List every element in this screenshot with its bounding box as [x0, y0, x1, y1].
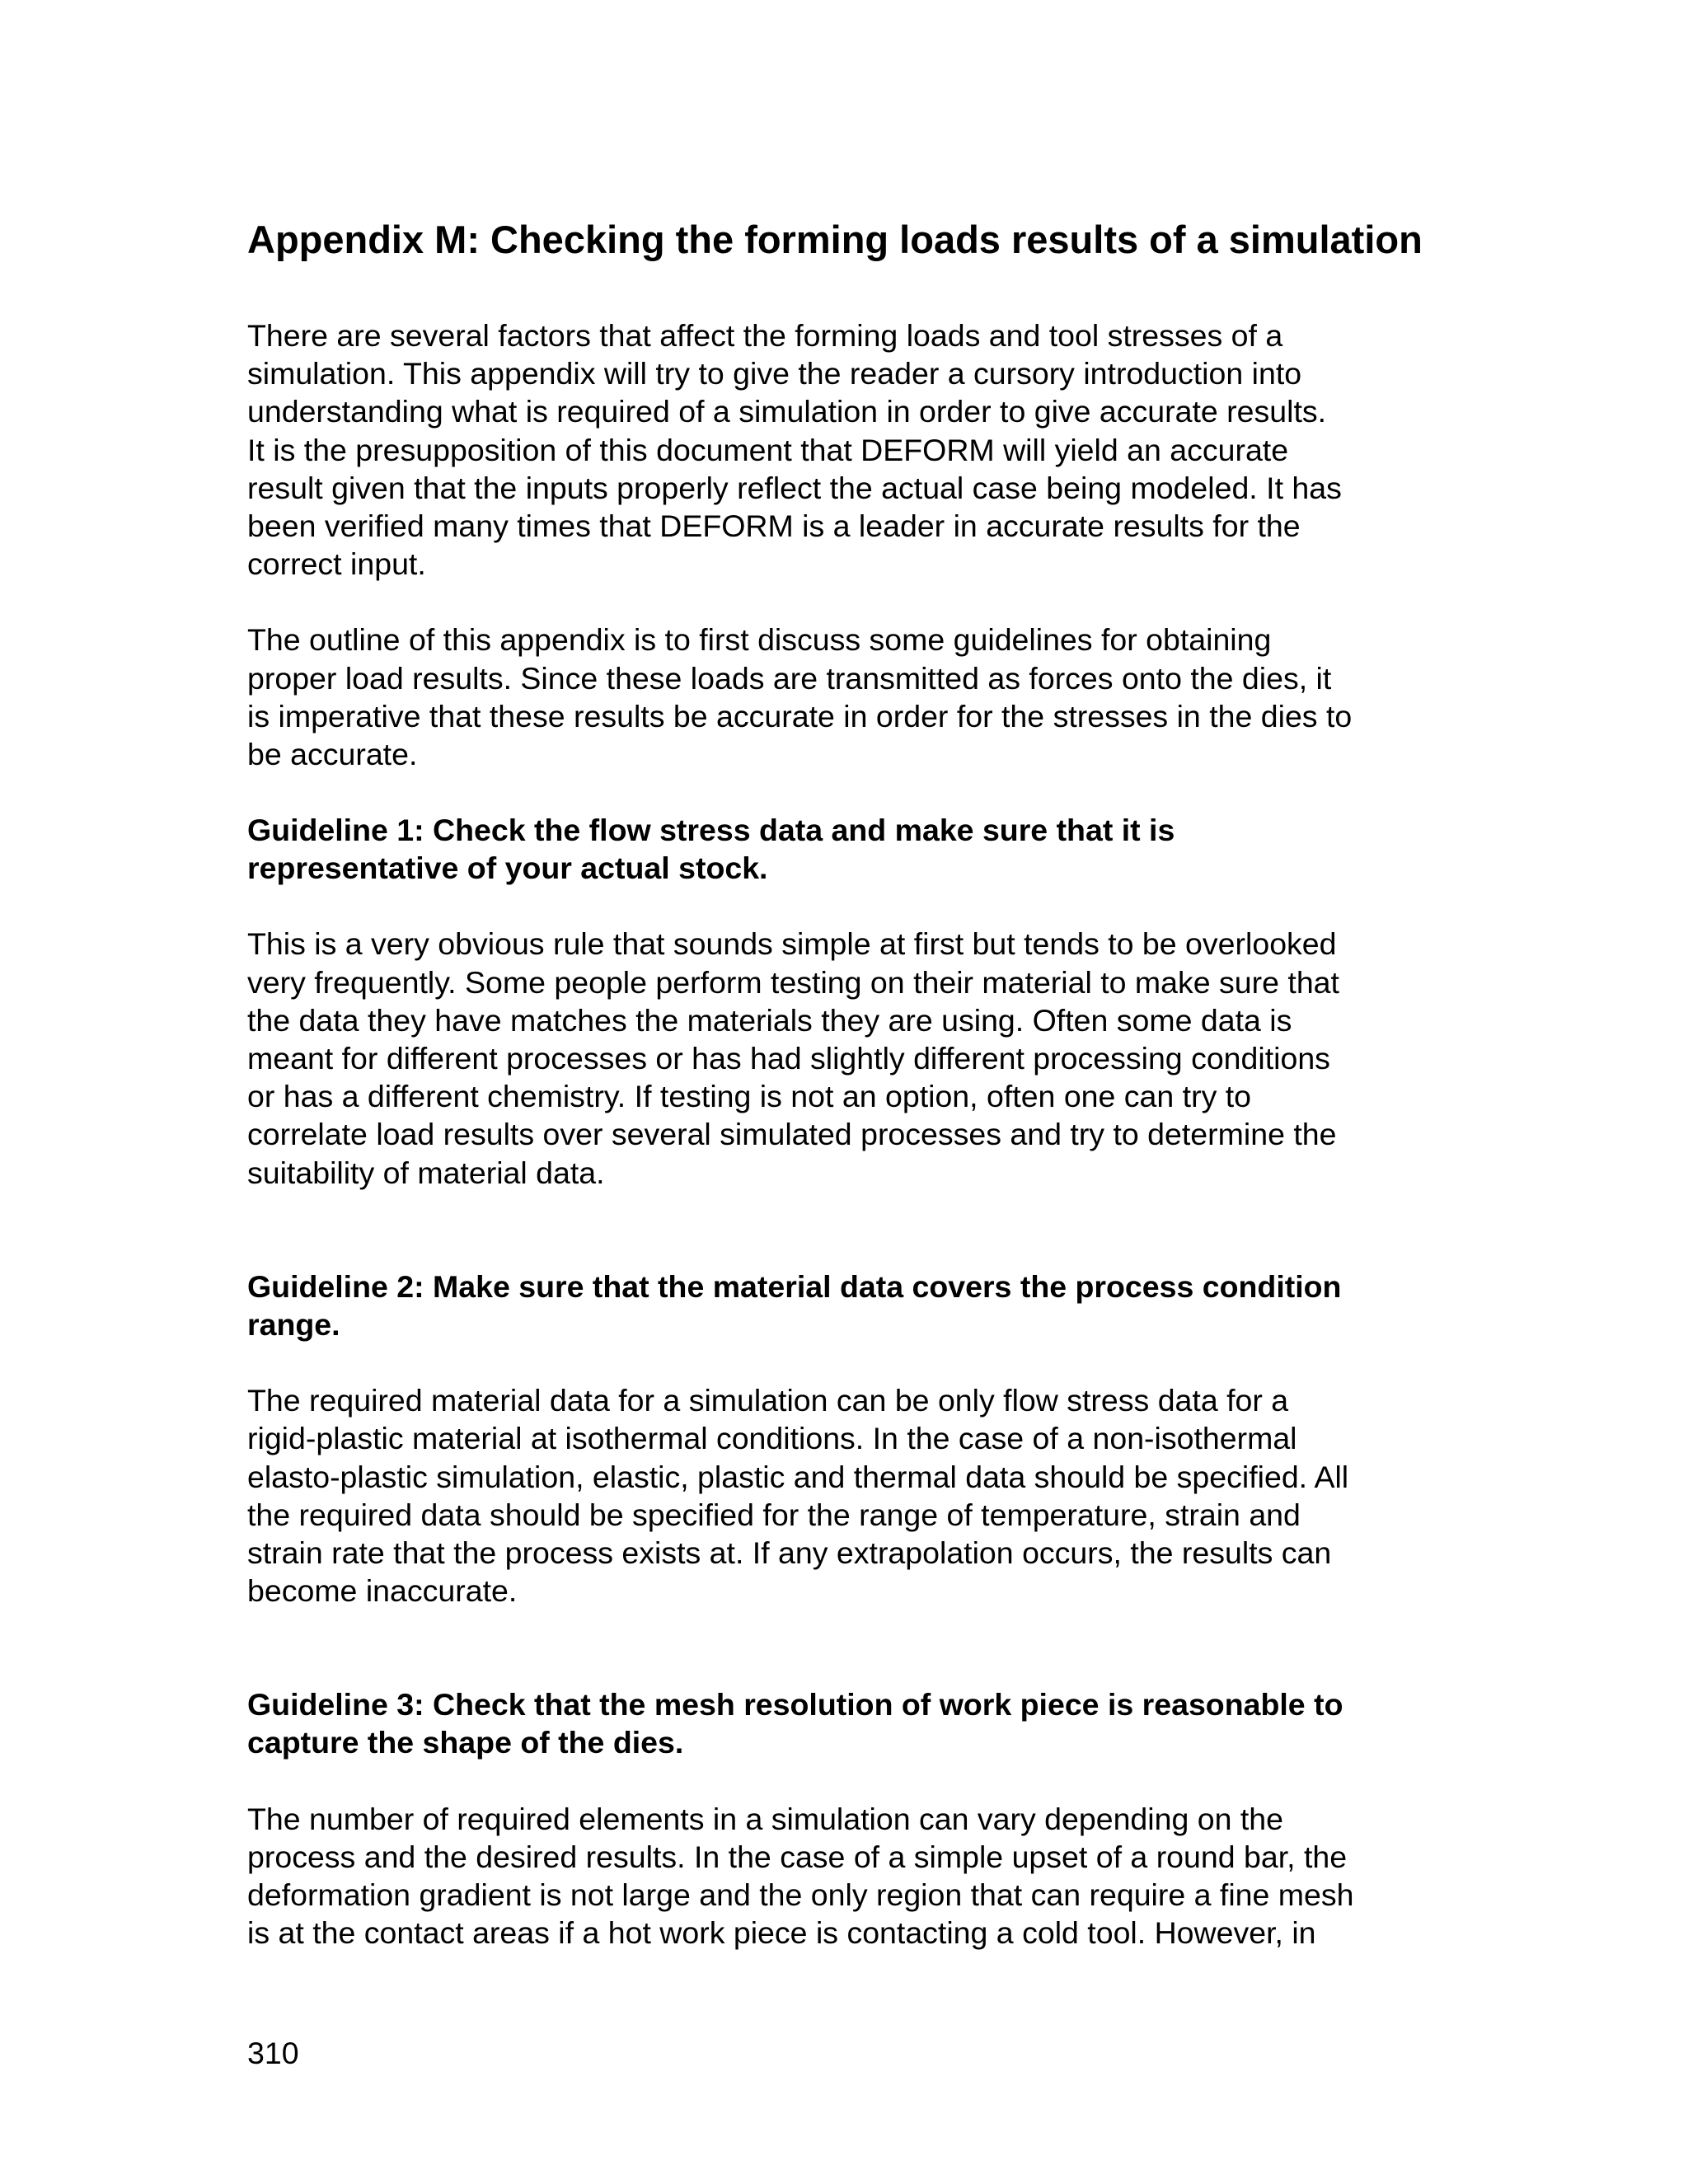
- text-line: The number of required elements in a simulation can vary depending on the: [247, 1801, 1284, 1836]
- heading-line: Guideline 3: Check that the mesh resolution of work piece is reasonable to: [247, 1687, 1343, 1722]
- text-line: correct input.: [247, 546, 426, 582]
- text-line: is imperative that these results be accurate in order for the stresses in the dies to: [247, 698, 1353, 733]
- text-line: There are several factors that affect the forming loads and tool stresses of a: [247, 318, 1283, 353]
- guideline-2-heading: [247, 1268, 1459, 1343]
- text-line: proper load results. Since these loads are transmitted as forces onto the dies, it: [247, 660, 1332, 696]
- text-line: process and the desired results. In the case of a simple upset of a round bar, the: [247, 1839, 1348, 1874]
- guideline-1-body: [247, 925, 1459, 1191]
- text-line: or has a different chemistry. If testing is not an option, often one can try to: [247, 1079, 1252, 1114]
- guideline-3-body: [247, 1800, 1459, 1952]
- heading-line: range.: [247, 1306, 340, 1342]
- text-line: simulation. This appendix will try to give the reader a cursory introduction into: [247, 356, 1302, 391]
- page-content: [247, 216, 1459, 1952]
- text-line: is at the contact areas if a hot work piece is contacting a cold tool. However, in: [247, 1915, 1316, 1951]
- heading-line: capture the shape of the dies.: [247, 1725, 684, 1760]
- text-line: be accurate.: [247, 736, 418, 771]
- text-line: suitability of material data.: [247, 1155, 605, 1190]
- text-line: become inaccurate.: [247, 1573, 518, 1609]
- text-line: correlate load results over several simulated processes and try to determine the: [247, 1117, 1337, 1152]
- text-line: deformation gradient is not large and the only region that can require a fine mesh: [247, 1877, 1354, 1912]
- text-line: This is a very obvious rule that sounds simple at first but tends to be overlooked: [247, 926, 1337, 962]
- text-line: strain rate that the process exists at. If any extrapolation occurs, the results can: [247, 1535, 1332, 1570]
- text-line: the data they have matches the materials they are using. Often some data is: [247, 1002, 1292, 1038]
- text-line: the required data should be specified for the range of temperature, strain and: [247, 1497, 1301, 1532]
- text-line: understanding what is required of a simulation in order to give accurate results.: [247, 394, 1327, 429]
- guideline-3-heading: [247, 1685, 1459, 1761]
- text-line: meant for different processes or has had slightly different processing conditions: [247, 1041, 1330, 1076]
- text-line: The required material data for a simulation can be only flow stress data for a: [247, 1383, 1289, 1418]
- heading-line: Guideline 1: Check the flow stress data and make sure that it is: [247, 813, 1175, 848]
- text-line: result given that the inputs properly reflect the actual case being modeled. It has: [247, 470, 1342, 505]
- text-line: very frequently. Some people perform testing on their material to make sure that: [247, 964, 1339, 1000]
- heading-line: representative of your actual stock.: [247, 851, 768, 886]
- text-line: been verified many times that DEFORM is a leader in accurate results for the: [247, 508, 1301, 543]
- text-line: The outline of this appendix is to first discuss some guidelines for obtaining: [247, 622, 1272, 658]
- guideline-1-heading: [247, 811, 1459, 887]
- text-line: elasto-plastic simulation, elastic, plastic and thermal data should be specified. All: [247, 1459, 1349, 1494]
- heading-line: Guideline 2: Make sure that the material data covers the process condition: [247, 1268, 1342, 1304]
- page-title: Appendix M: Checking the forming loads results of a simulation: [247, 218, 1423, 261]
- intro-paragraph: [247, 316, 1459, 583]
- outline-paragraph: [247, 621, 1459, 773]
- guideline-2-body: [247, 1381, 1459, 1610]
- page-number: 310: [247, 2036, 299, 2070]
- text-line: It is the presupposition of this document that DEFORM will yield an accurate: [247, 432, 1289, 467]
- text-line: rigid-plastic material at isothermal conditions. In the case of a non-isothermal: [247, 1421, 1297, 1456]
